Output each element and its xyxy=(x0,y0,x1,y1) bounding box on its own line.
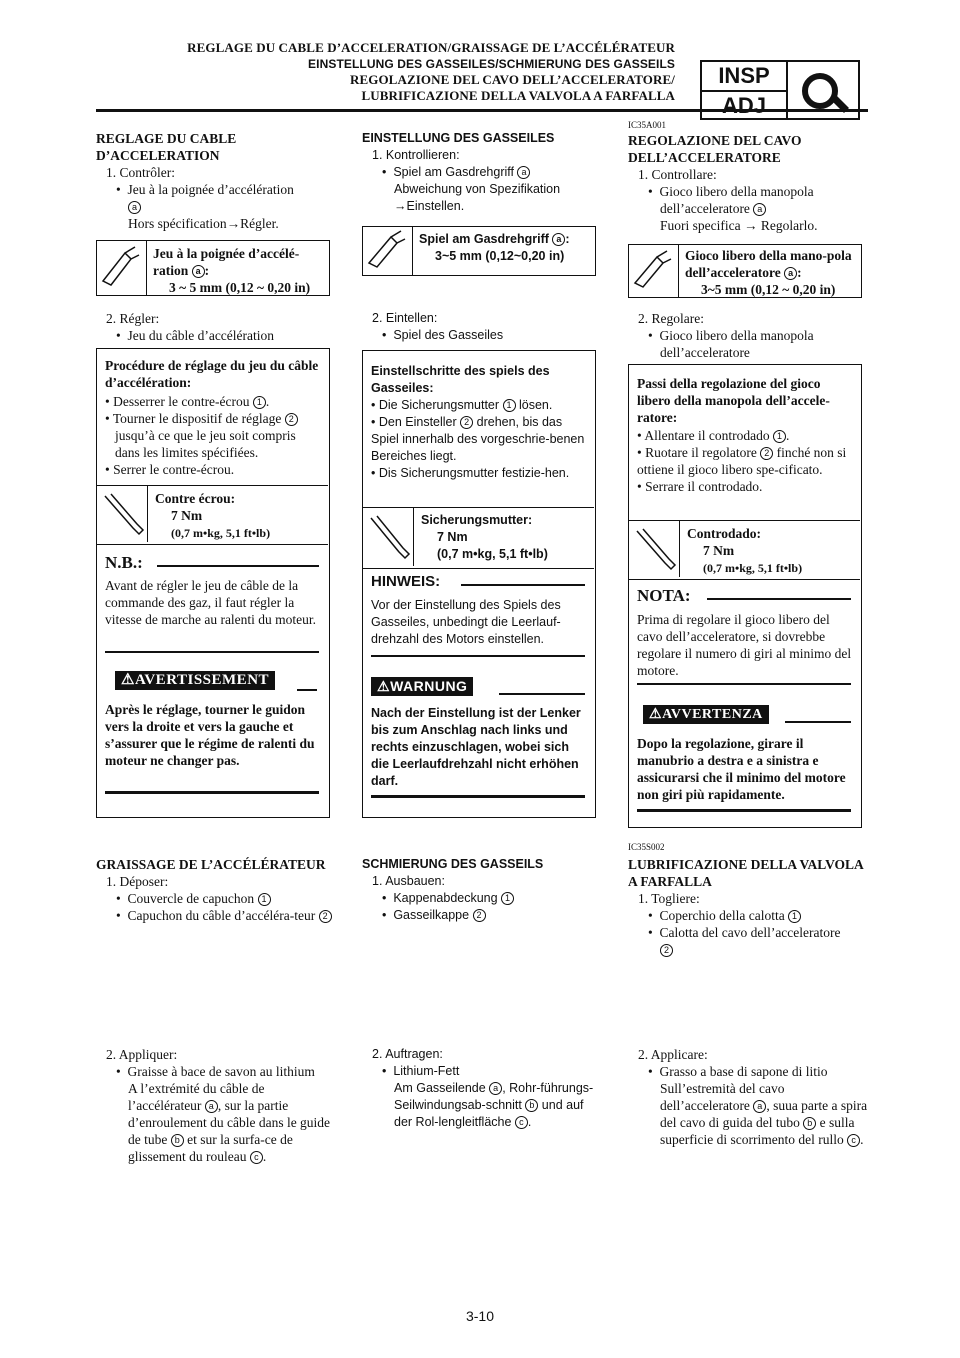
it-measure-icon xyxy=(629,245,679,297)
it-warning-badge: ⚠AVVERTENZA xyxy=(643,705,769,724)
it-step-2-bullet: • Gioco libero della manopola dell’acceleratore xyxy=(648,328,814,360)
fr-lub-1a: • Couvercle de capuchon 1 xyxy=(96,890,336,907)
fr-step-1-mark: a xyxy=(96,198,336,215)
it-lubrication xyxy=(628,856,868,958)
de-step-1: 1. Kontrollieren: xyxy=(372,148,460,162)
header-title-fr: REGLAGE DU CABLE D’ACCELERATION/GRAISSAGE DE L’ACCÉLÉRATEUR xyxy=(187,40,675,55)
fr-torque-text: Contre écrou: 7 Nm (0,7 m•kg, 5,1 ft•lb) xyxy=(155,491,271,540)
wrench-icon xyxy=(794,66,854,116)
de-step-1-adjust: →Einstellen. xyxy=(394,199,465,213)
it-step-1: 1. Controllare: xyxy=(638,167,717,182)
it-step-2: 2. Regolare: xyxy=(638,311,704,326)
it-apply xyxy=(628,1046,868,1148)
fr-warning-text: Après le réglage, tourner le guidon vers la droite et vers la gauche et s’assurer que le régime de ralenti du moteur ne changer pas. xyxy=(105,702,315,768)
de-lub-step-1: 1. Ausbauen: xyxy=(372,874,445,888)
fr-lub-step-1: 1. Déposer: xyxy=(106,874,169,889)
fr-spec-box xyxy=(96,240,330,296)
de-step-2: 2. Eintellen: xyxy=(372,311,438,325)
de-adjust xyxy=(362,310,602,344)
de-apply xyxy=(362,1046,602,1131)
de-warning-text: Nach der Einstellung ist der Lenker bis zum Anschlag nach links und rechts einzuschlagen, wobei sich die Leerlaufdrehzahl nicht erhöhen darf. xyxy=(371,706,581,788)
fr-step-2: 2. Régler: xyxy=(106,311,160,326)
it-code-2: IC35S002 xyxy=(628,842,665,852)
page-number: 3-10 xyxy=(465,1308,495,1324)
it-torque-box xyxy=(629,520,860,580)
it-lub-2a: • Grasso a base di sapone di litio xyxy=(648,1064,828,1079)
badge-insp-label: INSP xyxy=(702,62,788,92)
fr-adjust xyxy=(96,310,336,344)
badge-adj-label: ADJ xyxy=(702,92,788,120)
it-proc-title: Passi della regolazione del gioco libero della manopola dell’accele-ratore: xyxy=(637,376,830,425)
de-lub-2a: • Lithium-Fett xyxy=(382,1064,460,1078)
de-note-end xyxy=(371,655,585,657)
it-note-text: Prima di regolare il gioco libero del cavo dell’acceleratore, si dovrebbe regolare il numero di giri al minimo del motore. xyxy=(637,612,852,678)
fr-torque-box xyxy=(97,485,328,545)
it-step-1-outofspec: Fuori specifica → Regolarlo. xyxy=(660,218,818,233)
fr-warning-end xyxy=(105,791,319,794)
it-warning-text: Dopo la regolazione, girare il manubrio a destra e a sinistra e assicurarsi che il minimo del motore non giri più rapidamente. xyxy=(637,736,846,802)
header-title-it-2: LUBRIFICAZIONE DELLA VALVOLA A FARFALLA xyxy=(361,88,675,103)
de-step-1-bullet: • Spiel am Gasdrehgriff a xyxy=(362,164,602,181)
de-spec-text: Spiel am Gasdrehgriff a : 3~5 mm (0,12~0,20 in) xyxy=(419,232,570,263)
it-title: REGOLAZIONE DEL CAVO DELL’ACCELERATORE xyxy=(628,133,802,165)
de-note-rule xyxy=(461,584,585,586)
it-procedure-box xyxy=(628,364,862,828)
fr-step-1-bullet: • Jeu à la poignée d’accélération xyxy=(116,182,294,197)
fr-note-end xyxy=(105,651,319,653)
it-warning-rule xyxy=(785,721,851,723)
de-lubrication xyxy=(362,856,602,924)
de-torque-text: Sicherungsmutter: 7 Nm (0,7 m•kg, 5,1 ft•lb) xyxy=(421,513,548,561)
de-step-2-bullet: • Spiel des Gasseiles xyxy=(382,328,504,342)
it-step-1-bullet: • Gioco libero della manopola dell’acceleratore a xyxy=(648,184,814,216)
section-badge xyxy=(700,60,860,120)
fr-torque-icon xyxy=(97,486,148,542)
fr-lub-title: GRAISSAGE DE L’ACCÉLÉRATEUR xyxy=(96,857,326,872)
it-lub-1b-mark: 2 xyxy=(628,941,868,958)
header-title-de: EINSTELLUNG DES GASSEILES/SCHMIERUNG DES GASSEILS xyxy=(308,57,675,71)
fr-spec-text: Jeu à la poignée d’accélé-ration a : 3 ~ 5 mm (0,12 ~ 0,20 in) xyxy=(153,246,311,295)
it-lub-step-2: 2. Applicare: xyxy=(638,1047,708,1062)
fr-lub-2a: • Graisse à bace de savon au lithium xyxy=(116,1064,315,1079)
fr-note-title: N.B.: xyxy=(105,553,143,572)
fr-lub-2b: A l’extrémité du câble de l’accélérateur a , sur la partie d’enroulement du câble dans le guide de tube b et sur la surfa-ce de glissement du rouleau c . xyxy=(128,1081,331,1164)
it-lub-1a: • Coperchio della calotta 1 xyxy=(628,907,868,924)
it-spec-box xyxy=(628,244,862,298)
de-proc-steps: • Die Sicherungsmutter 1 lösen. • Den Einsteller 2 drehen, bis das Spiel innerhalb des vorgeschrie-benen Bereiches liegt. • Dis Sicherungsmutter festizie-hen. xyxy=(371,398,585,480)
fr-proc-steps: • Desserrer le contre-écrou 1 . • Tourner le dispositif de réglage 2 jusqu’à ce que le jeu soit compris dans les limites spécifiées. • Serrer le contre-écrou. xyxy=(105,393,321,478)
fr-warning-badge: ⚠AVERTISSEMENT xyxy=(115,671,275,690)
de-measure-icon xyxy=(363,227,413,275)
de-column xyxy=(362,130,602,215)
it-note-rule xyxy=(707,598,851,600)
it-column xyxy=(628,132,868,234)
de-lub-2b: Am Gasseilende a , Rohr-führungs-Seilwindungsab-schnitt b und auf der Rol-lengleitfläche c . xyxy=(394,1081,594,1129)
fr-step-2-bullet: • Jeu du câble d’accélération xyxy=(116,328,275,343)
it-code-1: IC35A001 xyxy=(628,120,666,130)
fr-warning-rule xyxy=(297,689,317,691)
de-procedure-box xyxy=(362,350,596,818)
it-torque-text: Controdado: 7 Nm (0,7 m•kg, 5,1 ft•lb) xyxy=(687,526,803,575)
fr-lub-1b: • Capuchon du câble d’accéléra-teur 2 xyxy=(96,907,336,924)
de-warning-rule xyxy=(499,693,585,695)
it-lub-1b: • Calotta del cavo dell’acceleratore xyxy=(648,925,841,940)
de-title: EINSTELLUNG DES GASSEILES xyxy=(362,131,555,145)
it-note-title: NOTA: xyxy=(637,586,691,605)
de-lub-1a: • Kappenabdeckung 1 xyxy=(362,890,602,907)
fr-procedure-box xyxy=(96,348,330,818)
de-proc-title: Einstellschritte des spiels des Gasseiles: xyxy=(371,364,550,395)
de-lub-1b: • Gasseilkappe 2 xyxy=(362,907,602,924)
fr-note-text: Avant de régler le jeu de câble de la commande des gaz, il faut régler la vitesse de marche au ralenti du moteur. xyxy=(105,578,317,627)
it-spec-text: Gioco libero della mano-pola dell’acceleratore a : 3~5 mm (0,12 ~ 0,20 in) xyxy=(685,248,852,297)
fr-lub-step-2: 2. Appliquer: xyxy=(106,1047,178,1062)
fr-title: REGLAGE DU CABLE D’ACCELERATION xyxy=(96,131,237,163)
de-step-1-dev: Abweichung von Spezifikation xyxy=(394,182,561,196)
it-torque-icon xyxy=(629,521,680,577)
fr-apply xyxy=(96,1046,336,1165)
fr-note-rule xyxy=(157,565,319,567)
de-warning-end xyxy=(371,795,585,798)
fr-step-1: 1. Contrôler: xyxy=(106,165,175,180)
it-warning-end xyxy=(637,809,851,812)
it-note-end xyxy=(637,683,851,685)
it-lub-title: LUBRIFICAZIONE DELLA VALVOLA A FARFALLA xyxy=(628,857,864,889)
it-proc-steps: • Allentare il controdado 1 . • Ruotare il regolatore 2 finché non si ottiene il gioco libero spe-cificato. • Serrare il controdado. xyxy=(637,428,847,494)
de-lub-title: SCHMIERUNG DES GASSEILS xyxy=(362,857,544,871)
it-lub-step-1: 1. Togliere: xyxy=(638,891,700,906)
de-note-text: Vor der Einstellung des Spiels des Gasseiles, unbedingt die Leerlauf-drehzahl des Motors einstellen. xyxy=(371,598,561,646)
fr-lubrication xyxy=(96,856,336,924)
header-title-it-1: REGOLAZIONE DEL CAVO DELL’ACCELERATORE/ xyxy=(350,72,675,87)
fr-column xyxy=(96,130,336,232)
it-lub-2b: Sull’estremità del cavo dell’acceleratore a , suua parte a spira del cavo di guida del tubo b e sulla superficie di scorrimento del rullo c . xyxy=(660,1081,868,1147)
de-note-title: HINWEIS: xyxy=(371,573,441,590)
de-torque-box xyxy=(363,507,594,569)
it-adjust xyxy=(628,310,868,361)
fr-measure-icon xyxy=(97,241,147,295)
fr-step-1-outofspec: Hors spécification→Régler. xyxy=(128,216,279,231)
de-lub-step-2: 2. Auftragen: xyxy=(372,1047,443,1061)
de-warning-badge: ⚠WARNUNG xyxy=(371,677,473,696)
de-torque-icon xyxy=(363,508,414,566)
fr-proc-title: Procédure de réglage du jeu du câble d’accélération: xyxy=(105,358,319,390)
de-spec-box xyxy=(362,226,596,276)
